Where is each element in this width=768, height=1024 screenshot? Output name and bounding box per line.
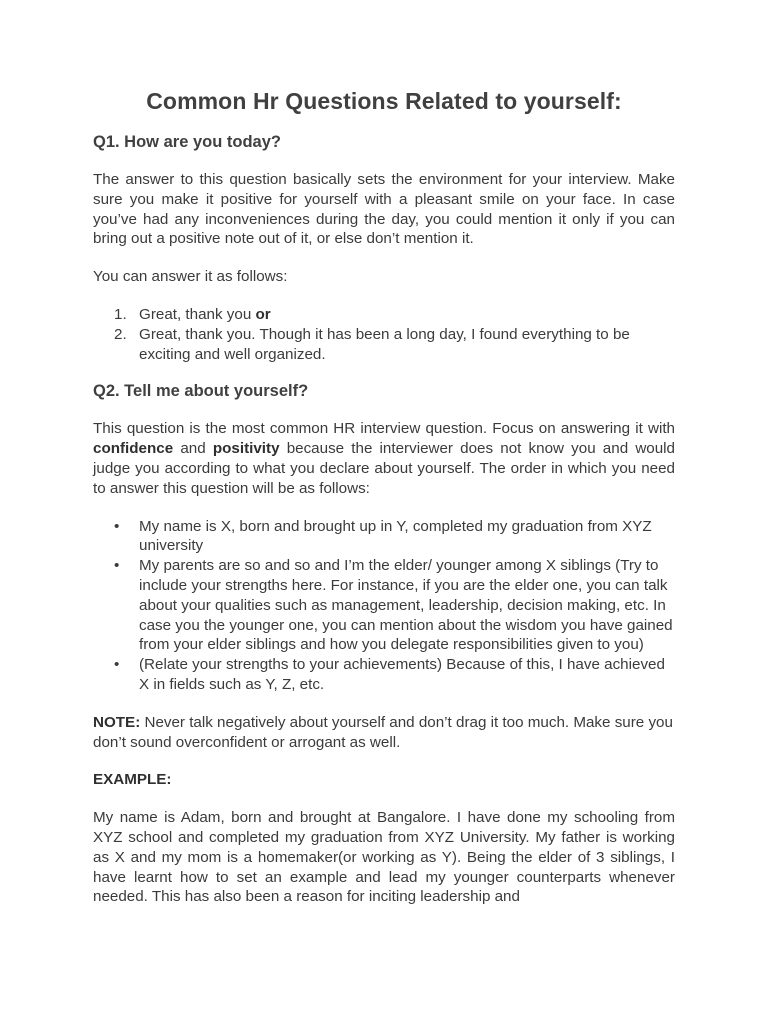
note-label: NOTE:	[93, 713, 141, 731]
q1-intro: You can answer it as follows:	[93, 268, 288, 286]
document-body	[93, 88, 675, 925]
q2-heading: Q2. Tell me about yourself?	[93, 382, 309, 401]
list-item: • (Relate your strengths to your achievements) Because of this, I have achieved X in fields such as Y, Z, etc.	[139, 655, 675, 695]
example-label: EXAMPLE:	[93, 771, 172, 789]
page-title: Common Hr Questions Related to yourself:	[146, 88, 622, 114]
list-item	[139, 305, 675, 325]
q1-answer-list	[93, 305, 675, 364]
q1-paragraph: The answer to this question basically sets the environment for your interview. Make sure you make it positive for yourself with a pleasant smile on your face. In case you’ve had any inconveniences during the day, you could mention it only if you can bring out a positive note out of it, or else don’t mention it.	[93, 171, 675, 248]
answer-1-or: or	[255, 305, 271, 323]
answer-1-text: Great, thank you	[139, 305, 256, 323]
q2-text-and: and	[173, 440, 213, 458]
q2-text-b: because the interviewer does not know you and would judge you according to what you declare about yourself. The order in which you need to answer this question will be as follows:	[93, 440, 675, 497]
example-label-paragraph	[93, 770, 675, 790]
q1-heading: Q1. How are you today?	[93, 133, 281, 151]
confidence-word: confidence	[93, 440, 174, 458]
note-paragraph	[93, 713, 675, 753]
q2-paragraph	[93, 419, 675, 498]
positivity-word: positivity	[212, 440, 280, 458]
list-item: Great, thank you. Though it has been a long day, I found everything to be exciting and well organized.	[139, 325, 630, 363]
list-item: • My parents are so and so and I’m the elder/ younger among X siblings (Try to include your strengths here. For instance, if you are the elder one, you can talk about your qualities such as management, leadership, decision making, etc. In case you the younger one, you can mention about the wisdom you have gained from your elder siblings and how you delegate responsibilities given to you)	[139, 556, 675, 655]
list-item: • My name is X, born and brought up in Y, completed my graduation from XYZ university	[139, 517, 675, 557]
note-text: Never talk negatively about yourself and don’t drag it too much. Make sure you don’t sound overconfident or arrogant as well.	[93, 713, 673, 751]
q2-bullet-list	[93, 517, 675, 695]
q2-text-a: This question is the most common HR interview question. Focus on answering it with	[93, 420, 675, 438]
example-paragraph: My name is Adam, born and brought at Bangalore. I have done my schooling from XYZ school and completed my graduation from XYZ University. My father is working as X and my mom is a homemaker(or working as Y). Being the elder of 3 siblings, I have learnt how to set an example and lead my younger counterparts whenever needed. This has also been a reason for inciting leadership and	[93, 809, 675, 906]
